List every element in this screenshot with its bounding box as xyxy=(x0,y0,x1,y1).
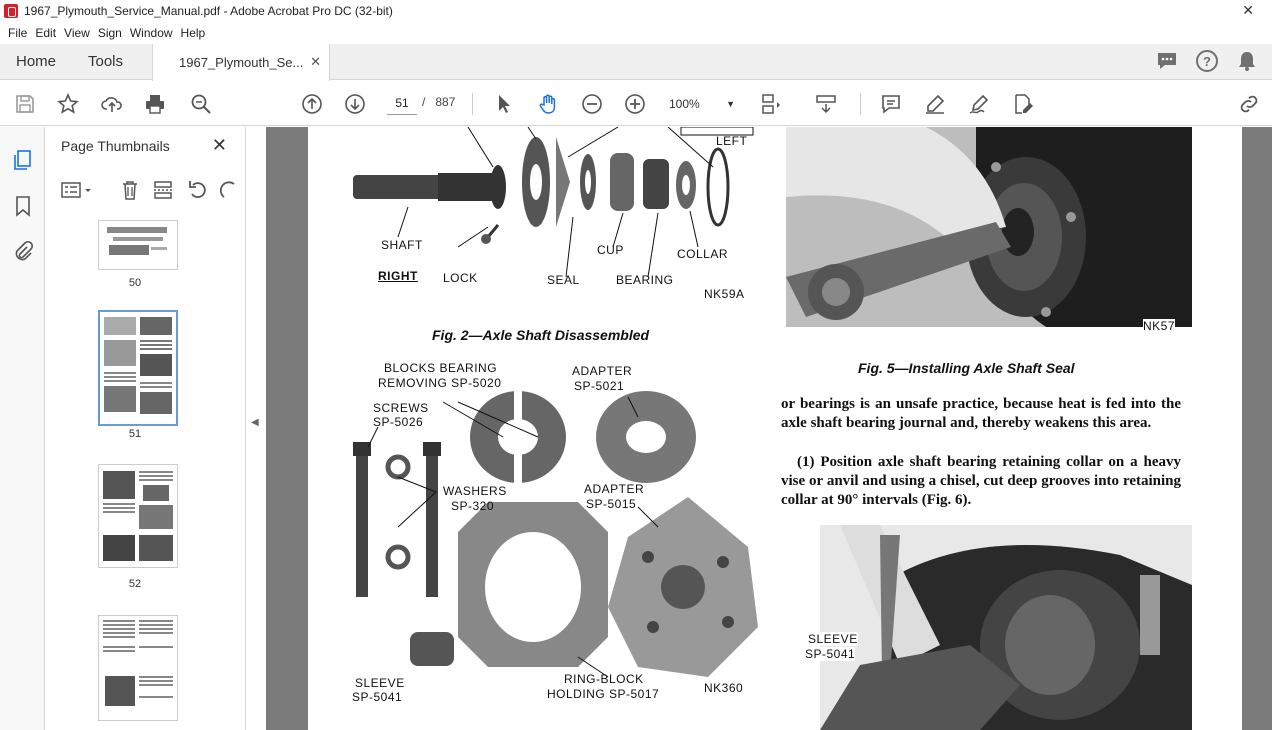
menu-file[interactable]: File xyxy=(8,26,28,40)
delete-page-icon[interactable] xyxy=(119,179,141,201)
zoom-out-icon[interactable] xyxy=(579,91,605,117)
save-icon[interactable] xyxy=(12,91,38,117)
zoom-search-icon[interactable] xyxy=(188,91,214,117)
page-thumbnails-icon[interactable] xyxy=(12,149,34,171)
fig2-label-cup: CUP xyxy=(597,243,624,257)
bookmark-icon[interactable] xyxy=(12,195,34,217)
page-layout-icon[interactable] xyxy=(758,91,784,117)
thumbnail-label: 51 xyxy=(128,428,142,440)
rotate-ccw-icon[interactable] xyxy=(187,179,209,201)
zoom-value: 100% xyxy=(669,97,700,111)
left-rail xyxy=(0,127,45,730)
thumbnail-label: 50 xyxy=(128,277,142,289)
thumbnail-page-52[interactable] xyxy=(98,464,178,568)
thumbnail-options-icon[interactable] xyxy=(60,179,94,201)
thumbnail-list xyxy=(46,215,224,730)
window-close-button[interactable]: ✕ xyxy=(1242,2,1254,18)
highlight-pen-icon[interactable] xyxy=(922,91,948,117)
fig2-label-bearing: BEARING xyxy=(616,273,674,287)
page-total: 887 xyxy=(435,95,456,109)
menu-bar xyxy=(0,22,1272,44)
fig3-label-washers: WASHERS xyxy=(443,484,507,498)
fig3-label-adapter-1b: SP-5021 xyxy=(574,379,625,393)
page-preview xyxy=(99,616,177,720)
comment-bubble-icon[interactable] xyxy=(1156,50,1178,72)
fig2-label-collar: COLLAR xyxy=(677,247,729,261)
menu-view[interactable]: View xyxy=(64,26,90,40)
scroll-mode-icon[interactable] xyxy=(813,91,839,117)
chevron-down-icon: ▼ xyxy=(726,99,735,109)
fig2-label-seal: SEAL xyxy=(547,273,580,287)
toolbar-divider xyxy=(860,93,861,115)
fig5-title: Fig. 5—Installing Axle Shaft Seal xyxy=(858,360,1075,376)
fig3-label-screws-2: SP-5026 xyxy=(373,415,424,429)
menu-help[interactable]: Help xyxy=(180,26,206,40)
tab-bar xyxy=(0,44,1272,80)
fig6-photo xyxy=(820,525,1192,730)
fig6-label-sleeve: SLEEVE xyxy=(808,632,858,646)
extract-page-icon[interactable] xyxy=(152,179,174,201)
fig2-label-lock: LOCK xyxy=(443,271,478,285)
rotate-cw-icon[interactable] xyxy=(218,179,240,201)
page-down-icon[interactable] xyxy=(342,91,368,117)
menu-edit[interactable]: Edit xyxy=(35,26,57,40)
fig2-code: NK59A xyxy=(704,287,745,301)
help-icon[interactable]: ? xyxy=(1196,50,1218,72)
toolbar-divider xyxy=(472,93,473,115)
menu-sign[interactable]: Sign xyxy=(97,26,122,40)
tab-tools[interactable]: Tools xyxy=(88,53,124,70)
sign-icon[interactable] xyxy=(966,91,992,117)
window-title: 1967_Plymouth_Service_Manual.pdf - Adobe Acrobat Pro DC (32-bit) xyxy=(24,4,393,18)
page-number-input[interactable]: 51 xyxy=(387,91,417,115)
fig2-label-shaft: SHAFT xyxy=(381,238,423,252)
share-link-icon[interactable] xyxy=(1236,91,1262,117)
title-bar xyxy=(0,0,1272,22)
star-icon[interactable] xyxy=(55,91,81,117)
fig3-label-blocks: BLOCKS BEARING xyxy=(384,361,498,375)
fig2-diagram xyxy=(338,127,758,327)
attachment-icon[interactable] xyxy=(12,240,34,262)
select-cursor-icon[interactable] xyxy=(491,91,517,117)
acrobat-icon xyxy=(4,4,18,18)
edit-pdf-icon[interactable] xyxy=(1010,91,1036,117)
thumbnail-page-53[interactable] xyxy=(98,615,178,721)
cloud-upload-icon[interactable] xyxy=(99,91,125,117)
fig3-label-adapter-2b: SP-5015 xyxy=(586,497,637,511)
tab-document[interactable] xyxy=(152,44,330,81)
fig3-label-adapter-2: ADAPTER xyxy=(584,482,645,496)
fig2-title: Fig. 2—Axle Shaft Disassembled xyxy=(432,327,650,343)
comment-icon[interactable] xyxy=(878,91,904,117)
tab-close-icon[interactable]: ✕ xyxy=(310,54,321,69)
fig3-label-ring-2: HOLDING SP-5017 xyxy=(547,687,660,701)
fig3-label-ring: RING-BLOCK xyxy=(564,672,644,686)
fig2-label-left: LEFT xyxy=(716,134,748,148)
zoom-select[interactable] xyxy=(669,93,739,115)
fig6-label-sleeve-2: SP-5041 xyxy=(805,647,856,661)
fig3-label-washers-2: SP-320 xyxy=(451,499,495,513)
thumbnails-panel xyxy=(46,127,246,730)
page-preview xyxy=(100,312,176,424)
hand-tool-icon[interactable] xyxy=(535,91,561,117)
thumbnail-label: 52 xyxy=(128,578,142,590)
fig3-label-adapter-1: ADAPTER xyxy=(572,364,633,378)
main-toolbar xyxy=(0,81,1272,126)
fig6-photo-drawing xyxy=(820,525,1192,730)
page-preview xyxy=(99,465,177,567)
fig5-photo-drawing xyxy=(786,127,1192,327)
panel-toolbar xyxy=(58,177,238,203)
bell-icon[interactable] xyxy=(1236,50,1258,72)
pdf-page xyxy=(308,127,1242,730)
fig2-label-right: RIGHT xyxy=(378,269,418,283)
tab-document-label: 1967_Plymouth_Se... xyxy=(179,55,304,70)
fig3-label-blocks-2: REMOVING SP-5020 xyxy=(378,376,502,390)
body-paragraph-2: (1) Position axle shaft bearing retaining collar on a heavy vise or anvil and using a chisel, cut deep grooves into retaining collar at 90° intervals (Fig. 6). xyxy=(781,454,1181,508)
panel-close-icon[interactable]: ✕ xyxy=(211,135,227,155)
fig3-label-sleeve: SLEEVE xyxy=(355,676,405,690)
thumbnail-page-50[interactable] xyxy=(98,220,178,270)
thumbnail-page-51[interactable] xyxy=(98,310,178,426)
fig3-code: NK360 xyxy=(704,681,744,695)
document-view[interactable] xyxy=(266,127,1272,730)
tab-right-tools xyxy=(1156,50,1258,72)
fig5-code: NK57 xyxy=(1143,319,1176,333)
fig5-photo xyxy=(786,127,1192,327)
collapse-panel-icon[interactable]: ◀ xyxy=(251,417,259,428)
print-icon[interactable] xyxy=(142,91,168,117)
tab-home[interactable]: Home xyxy=(16,53,57,70)
panel-title: Page Thumbnails xyxy=(61,138,170,154)
page-separator: / xyxy=(422,95,426,109)
fig3-label-screws: SCREWS xyxy=(373,401,429,415)
page-preview xyxy=(99,221,177,269)
menu-window[interactable]: Window xyxy=(129,26,173,40)
fig3-label-sleeve-2: SP-5041 xyxy=(352,690,403,704)
page-up-icon[interactable] xyxy=(299,91,325,117)
page-count xyxy=(422,95,455,109)
body-paragraph-1: or bearings is an unsafe practice, because heat is fed into the axle shaft bearing journal and, thereby weakens this area. xyxy=(781,396,1181,431)
zoom-in-icon[interactable] xyxy=(622,91,648,117)
